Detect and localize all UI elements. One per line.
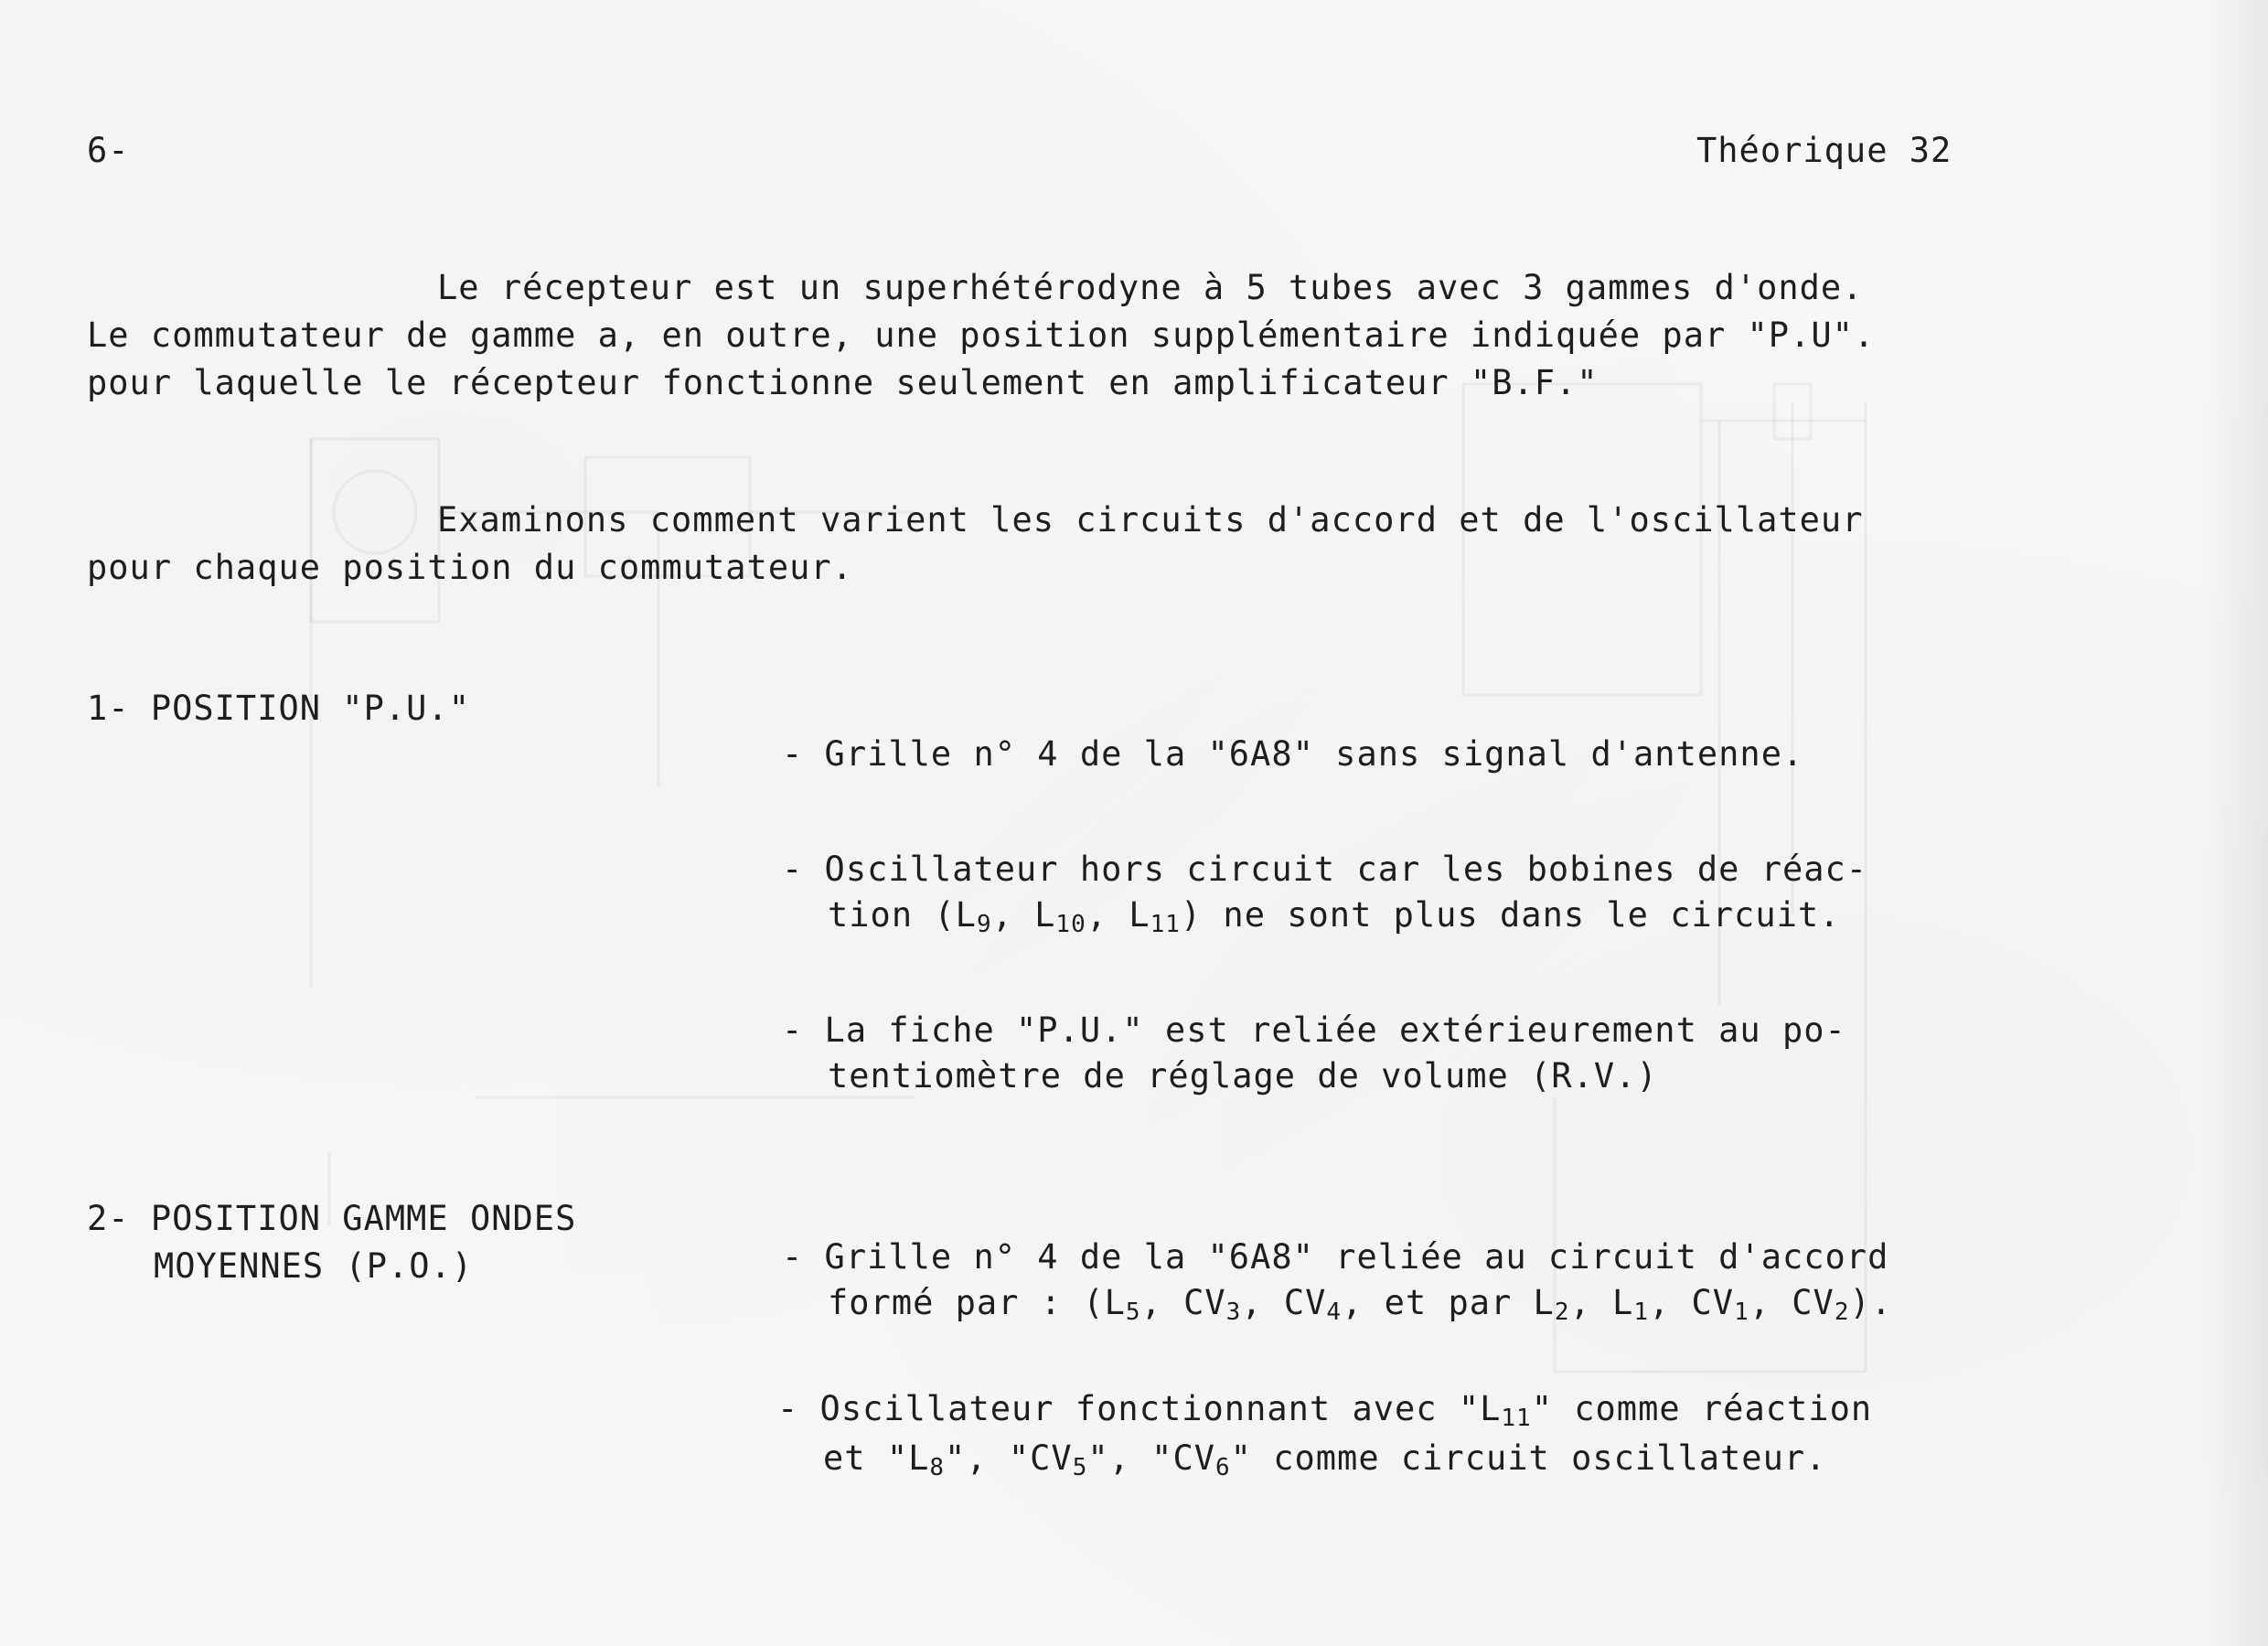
text-run: , L xyxy=(991,895,1056,935)
subscript: 8 xyxy=(929,1454,946,1481)
text-run: , CV xyxy=(1648,1283,1735,1322)
intro-paragraph-1-line-2: Le commutateur de gamme a, en outre, une position supplémentaire indiquée par "P.U". xyxy=(87,315,1876,355)
subscript: 6 xyxy=(1215,1454,1231,1481)
text-run: , L xyxy=(1086,895,1150,935)
subscript: 1 xyxy=(1633,1299,1649,1326)
subscript: 11 xyxy=(1150,911,1181,938)
section-1-item-3-line-2: tentiomètre de réglage de volume (R.V.) xyxy=(828,1056,1658,1096)
section-1-item-2-line-2 xyxy=(828,895,1841,938)
subscript: 2 xyxy=(1834,1299,1850,1326)
text-run: " comme circuit oscillateur. xyxy=(1230,1438,1827,1478)
subscript: 5 xyxy=(1125,1299,1141,1326)
text-run: ). xyxy=(1849,1283,1893,1322)
section-2-item-2-line-2 xyxy=(823,1438,1827,1481)
section-1-item-3-line-1: - La fiche "P.U." est reliée extérieurement au po- xyxy=(782,1010,1846,1050)
text-run: ", "CV xyxy=(1087,1438,1216,1478)
section-1-heading: 1- POSITION "P.U." xyxy=(87,689,470,728)
section-2-item-1-line-2 xyxy=(828,1283,1893,1326)
text-run: , CV xyxy=(1140,1283,1226,1322)
text-run: , CV xyxy=(1241,1283,1327,1322)
subscript: 4 xyxy=(1326,1299,1343,1326)
subscript: 1 xyxy=(1734,1299,1749,1326)
text-run: formé par : (L xyxy=(828,1283,1126,1322)
subscript: 5 xyxy=(1072,1454,1088,1481)
text-run: tion (L xyxy=(828,895,977,935)
section-2-item-2-line-1 xyxy=(777,1389,1873,1432)
intro-paragraph-2-line-2: pour chaque position du commutateur. xyxy=(87,548,853,587)
subscript: 9 xyxy=(976,911,992,938)
page-edge-shadow xyxy=(2204,0,2268,1646)
text-run: , L xyxy=(1569,1283,1634,1322)
text-run: - Oscillateur fonctionnant avec "L xyxy=(777,1389,1502,1428)
intro-paragraph-2-line-1: Examinons comment varient les circuits d'accord et de l'oscillateur xyxy=(437,500,1864,540)
subscript: 11 xyxy=(1501,1405,1532,1432)
text-run: " comme réaction xyxy=(1531,1389,1873,1428)
subscript: 2 xyxy=(1554,1299,1570,1326)
text-run: et "L xyxy=(823,1438,930,1478)
section-2-item-1-line-1: - Grille n° 4 de la "6A8" reliée au circuit d'accord xyxy=(782,1237,1889,1277)
page-number: 6- xyxy=(87,131,130,170)
subscript: 3 xyxy=(1225,1299,1242,1326)
section-1-item-1: - Grille n° 4 de la "6A8" sans signal d'antenne. xyxy=(782,734,1804,774)
text-run: , CV xyxy=(1749,1283,1835,1322)
intro-paragraph-1-line-3: pour laquelle le récepteur fonctionne seulement en amplificateur "B.F." xyxy=(87,363,1599,402)
section-2-heading-line-2: MOYENNES (P.O.) xyxy=(154,1246,474,1286)
section-2-heading-line-1: 2- POSITION GAMME ONDES xyxy=(87,1199,577,1238)
text-run: , et par L xyxy=(1342,1283,1555,1322)
intro-paragraph-1-line-1: Le récepteur est un superhétérodyne à 5 tubes avec 3 gammes d'onde. xyxy=(437,268,1864,307)
text-run: ) ne sont plus dans le circuit. xyxy=(1180,895,1841,935)
subscript: 10 xyxy=(1055,911,1086,938)
section-1-item-2-line-1: - Oscillateur hors circuit car les bobines de réac- xyxy=(782,850,1868,889)
text-run: ", "CV xyxy=(945,1438,1073,1478)
running-title: Théorique 32 xyxy=(1696,131,1952,170)
